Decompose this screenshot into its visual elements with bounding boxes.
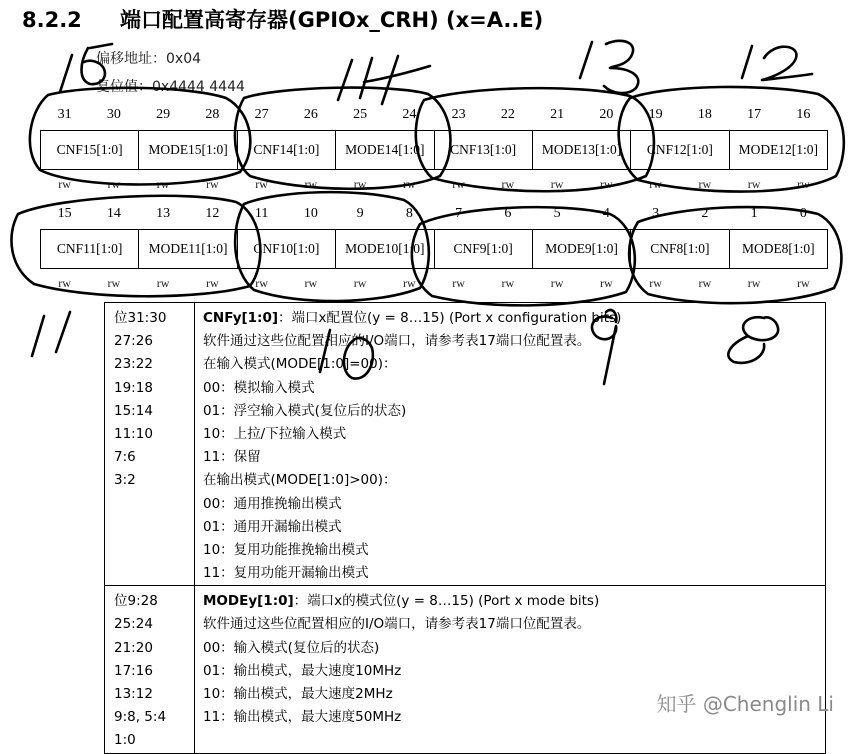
access-label: rw	[403, 276, 416, 290]
bit-number: 13	[156, 206, 171, 221]
cnf-bit-range: 11:10	[114, 425, 153, 442]
handwritten-9	[592, 310, 616, 384]
bit-number: 20	[599, 107, 614, 122]
bit-number: 9	[356, 206, 364, 221]
mode-description-line: 00：输入模式(复位后的状态)	[203, 639, 380, 656]
mode-bit-range: 9:8, 5:4	[114, 709, 167, 726]
access-label: rw	[797, 276, 810, 290]
handwritten-13	[580, 41, 638, 93]
bit-number: 19	[648, 107, 663, 122]
bit-number: 7	[455, 206, 463, 221]
cnf-description-line: 00：通用推挽输出模式	[203, 495, 342, 512]
access-label: rw	[698, 177, 712, 191]
cnf-bit-range: 19:18	[114, 379, 153, 396]
section-title-text: 端口配置高寄存器(GPIOx_CRH) (x=A..E)	[120, 8, 544, 32]
bit-number: 29	[156, 107, 171, 122]
cnf-description-line: 00：模拟输入模式	[203, 379, 315, 396]
handwritten-12	[742, 46, 812, 80]
register-field: MODE10[1:0]	[336, 230, 434, 268]
handwritten-10	[320, 330, 373, 379]
register-field: MODE12[1:0]	[738, 142, 819, 157]
access-label: rw	[452, 177, 465, 191]
bit-number: 21	[550, 107, 565, 122]
access-label: rw	[550, 276, 564, 290]
bit-number: 3	[652, 206, 660, 221]
register-field: MODE8[1:0]	[741, 241, 815, 256]
mode-description-line: 11：输出模式，最大速度50MHz	[203, 709, 402, 726]
access-label: rw	[255, 177, 268, 191]
register-field: MODE14[1:0]	[336, 131, 434, 169]
access-label: rw	[353, 276, 367, 290]
access-label: rw	[156, 276, 170, 290]
mode-bit-range: 17:16	[114, 662, 153, 679]
cnf-heading-text: ：端口x配置位(y = 8…15) (Port x configuration bits)	[278, 310, 622, 326]
access-label: rw	[403, 177, 416, 191]
bit-number: 27	[254, 107, 269, 122]
cnf-description-line: 01：浮空输入模式(复位后的状态)	[203, 402, 407, 419]
access-label: rw	[58, 276, 71, 290]
mode-bit-range: 位9:28	[114, 593, 158, 610]
cnf-bit-range: 15:14	[114, 402, 153, 419]
access-label: rw	[550, 177, 564, 191]
bit-number: 16	[796, 107, 811, 122]
mode-field-name: MODEy[1:0]	[203, 593, 294, 610]
register-field: MODE11[1:0]	[139, 230, 237, 268]
bit-number: 28	[205, 107, 220, 122]
bit-number: 2	[701, 206, 709, 221]
bit-number: 4	[602, 206, 610, 221]
loop-10	[235, 192, 429, 301]
bit-number: 31	[57, 107, 72, 122]
loop-8	[629, 207, 841, 303]
access-label: rw	[452, 276, 465, 290]
mode-bit-range: 21:20	[114, 639, 153, 656]
cnf-description-line: 11：保留	[203, 449, 261, 466]
bit-number: 5	[553, 206, 561, 221]
cnf-bit-range: 7:6	[114, 449, 136, 466]
reset-value: 复位值：0x4444 4444	[96, 79, 245, 95]
bit-number: 24	[402, 107, 417, 122]
access-label: rw	[304, 177, 318, 191]
cnf-field-name: CNFy[1:0]	[203, 310, 279, 326]
loop-11	[11, 196, 260, 297]
cnf-bit-range: 位31:30	[114, 310, 167, 326]
handwritten-14	[338, 56, 430, 104]
loop-12	[619, 87, 844, 192]
cnf-description-line: 10：复用功能推挽输出模式	[203, 541, 369, 558]
access-label: rw	[797, 177, 810, 191]
register-field: CNF9[1:0]	[435, 230, 533, 268]
cnf-bit-range: 27:26	[114, 333, 153, 350]
access-label: rw	[698, 276, 712, 290]
bit-number: 0	[799, 206, 807, 221]
cnf-bit-range: 23:22	[114, 356, 153, 373]
cnf-bit-range: 3:2	[114, 472, 136, 489]
loop-9	[412, 207, 635, 305]
cnf-description-line: 11：复用功能开漏输出模式	[203, 565, 369, 582]
cnf-description-line: 在输入模式(MODE[1:0]=00)：	[203, 356, 397, 373]
handwritten-8	[728, 317, 778, 363]
bit-number: 10	[303, 206, 318, 221]
section-number: 8.2.2	[22, 8, 82, 32]
register-field: CNF15[1:0]	[41, 131, 139, 169]
offset-address: 偏移地址：0x04	[96, 51, 202, 67]
access-label: rw	[107, 177, 121, 191]
access-label: rw	[747, 276, 761, 290]
register-field: MODE9[1:0]	[533, 230, 631, 268]
bit-number: 14	[106, 206, 121, 221]
access-label: rw	[501, 177, 515, 191]
bit-number: 26	[303, 107, 318, 122]
cnf-description-line: 软件通过这些位配置相应的I/O端口，请参考表17端口位配置表。	[203, 333, 591, 350]
access-label: rw	[600, 276, 613, 290]
cnf-description-line: 10：上拉/下拉输入模式	[203, 425, 347, 442]
loop-14	[235, 88, 451, 189]
mode-description-line: 01：输出模式，最大速度10MHz	[203, 662, 402, 679]
mode-description-line: 软件通过这些位配置相应的I/O端口，请参考表17端口位配置表。	[203, 616, 591, 633]
handwritten-11	[32, 312, 70, 356]
bit-number: 6	[504, 206, 512, 221]
loop-15	[30, 88, 250, 185]
bit-number: 1	[750, 206, 758, 221]
bit-number: 15	[57, 206, 72, 221]
bit-number: 8	[405, 206, 413, 221]
register-field: MODE13[1:0]	[533, 131, 631, 169]
watermark: 知乎 @Chenglin Li	[656, 692, 834, 716]
access-label: rw	[649, 177, 662, 191]
access-label: rw	[353, 177, 367, 191]
access-label: rw	[107, 276, 121, 290]
access-label: rw	[255, 276, 268, 290]
bit-number: 23	[451, 107, 466, 122]
mode-bit-range: 1:0	[114, 732, 136, 749]
register-field: CNF12[1:0]	[631, 131, 729, 169]
cnf-description-line: 在输出模式(MODE[1:0]>00)：	[203, 472, 397, 489]
cnf-description-line: 01：通用开漏输出模式	[203, 518, 342, 535]
access-label: rw	[501, 276, 515, 290]
handwritten-15	[60, 44, 112, 92]
access-label: rw	[206, 177, 219, 191]
register-field: MODE15[1:0]	[139, 131, 237, 169]
register-field: CNF14[1:0]	[238, 131, 336, 169]
access-label: rw	[304, 276, 318, 290]
access-label: rw	[649, 276, 662, 290]
bit-number: 30	[106, 107, 121, 122]
access-label: rw	[747, 177, 761, 191]
bit-number: 17	[747, 107, 762, 122]
mode-bit-range: 13:12	[114, 686, 153, 702]
bit-number: 22	[500, 107, 515, 122]
access-label: rw	[156, 177, 170, 191]
bit-number: 18	[697, 107, 712, 122]
register-field: CNF10[1:0]	[238, 230, 336, 268]
bit-number: 25	[353, 107, 368, 122]
bit-number: 11	[254, 206, 269, 221]
register-field: CNF11[1:0]	[41, 230, 139, 268]
access-label: rw	[600, 177, 613, 191]
register-field: CNF13[1:0]	[435, 131, 533, 169]
register-field: CNF8[1:0]	[631, 230, 729, 268]
access-label: rw	[206, 276, 219, 290]
mode-heading-text: ：端口x的模式位(y = 8…15) (Port x mode bits)	[293, 593, 600, 610]
access-label: rw	[58, 177, 71, 191]
mode-description-line: 10：输出模式，最大速度2MHz	[203, 686, 393, 702]
mode-bit-range: 25:24	[114, 616, 153, 633]
bit-number: 12	[205, 206, 220, 221]
